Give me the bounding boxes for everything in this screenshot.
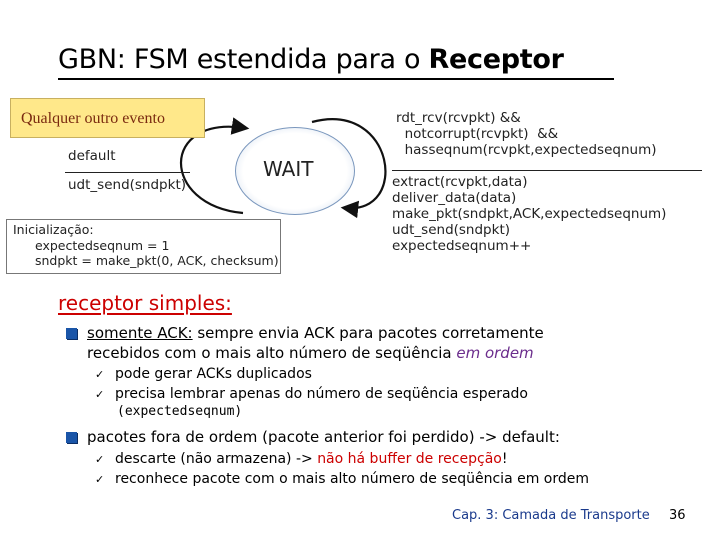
check-icon: ✓ [95, 473, 105, 486]
bullet-label: somente ACK: [87, 324, 193, 342]
action-line: deliver_data(data) [392, 190, 517, 206]
transition-divider-left [65, 172, 190, 173]
action-line: extract(rcvpkt,data) [392, 174, 528, 190]
transition-divider-right [392, 170, 702, 171]
square-bullet-icon [66, 432, 77, 443]
bullet-out-of-order [66, 427, 560, 447]
footer-chapter: Cap. 3: Camada de Transporte [452, 508, 650, 523]
title-bold: Receptor [428, 44, 564, 75]
initialization-box [6, 219, 281, 274]
condition-line: rdt_rcv(rcvpkt) && [396, 110, 521, 126]
sub-bullet-text: reconhece pacote com o mais alto número de seqüência em ordem [115, 471, 590, 487]
sub-bullet-text: pode gerar ACKs duplicados [115, 366, 312, 382]
init-line: sndpkt = make_pkt(0, ACK, checksum) [35, 253, 279, 268]
bullet-text: recebidos com o mais alto número de seqüência [87, 344, 457, 362]
sub-bullet [95, 385, 528, 404]
other-event-label: Qualquer outro evento [10, 98, 205, 138]
condition-line: hasseqnum(rcvpkt,expectedseqnum) [396, 142, 657, 158]
bullet-ack-only [66, 323, 544, 343]
action-line: expectedseqnum++ [392, 238, 532, 254]
section-title: receptor simples: [58, 291, 232, 315]
page-number: 36 [669, 508, 686, 523]
highlight-text: não há buffer de recepção [317, 451, 502, 467]
action-line: udt_send(sndpkt) [392, 222, 511, 238]
default-action-label: udt_send(sndpkt) [68, 177, 187, 193]
check-icon: ✓ [95, 368, 105, 381]
init-line: expectedseqnum = 1 [35, 237, 170, 253]
transition-actions [392, 174, 666, 254]
sub-bullet [95, 450, 507, 469]
sub-bullet-extra: (expectedseqnum) [117, 404, 243, 419]
sub-bullet-text: precisa lembrar apenas do número de seqüência esperado [115, 386, 528, 402]
sub-bullet-text: ! [501, 451, 508, 467]
check-icon: ✓ [95, 388, 105, 401]
sub-bullet-text: descarte (não armazena) -> [115, 451, 318, 467]
init-line: Inicialização: [13, 222, 94, 237]
sub-bullet [95, 470, 589, 489]
check-icon: ✓ [95, 453, 105, 466]
title-prefix: GBN: FSM estendida para o [58, 44, 429, 75]
bullet-text: pacotes fora de ordem (pacote anterior foi perdido) -> default: [87, 428, 560, 446]
default-transition-label: default [68, 148, 116, 164]
bullet-text-line2 [87, 343, 534, 363]
wait-state-label: WAIT [263, 157, 314, 181]
transition-condition [396, 110, 656, 158]
sub-bullet [95, 365, 312, 384]
square-bullet-icon [66, 328, 77, 339]
emphasis-text: em ordem [456, 344, 534, 362]
bullet-text: sempre envia ACK para pacotes corretamente [192, 324, 544, 342]
action-line: make_pkt(sndpkt,ACK,expectedseqnum) [392, 206, 667, 222]
condition-line: notcorrupt(rcvpkt) && [396, 126, 559, 142]
